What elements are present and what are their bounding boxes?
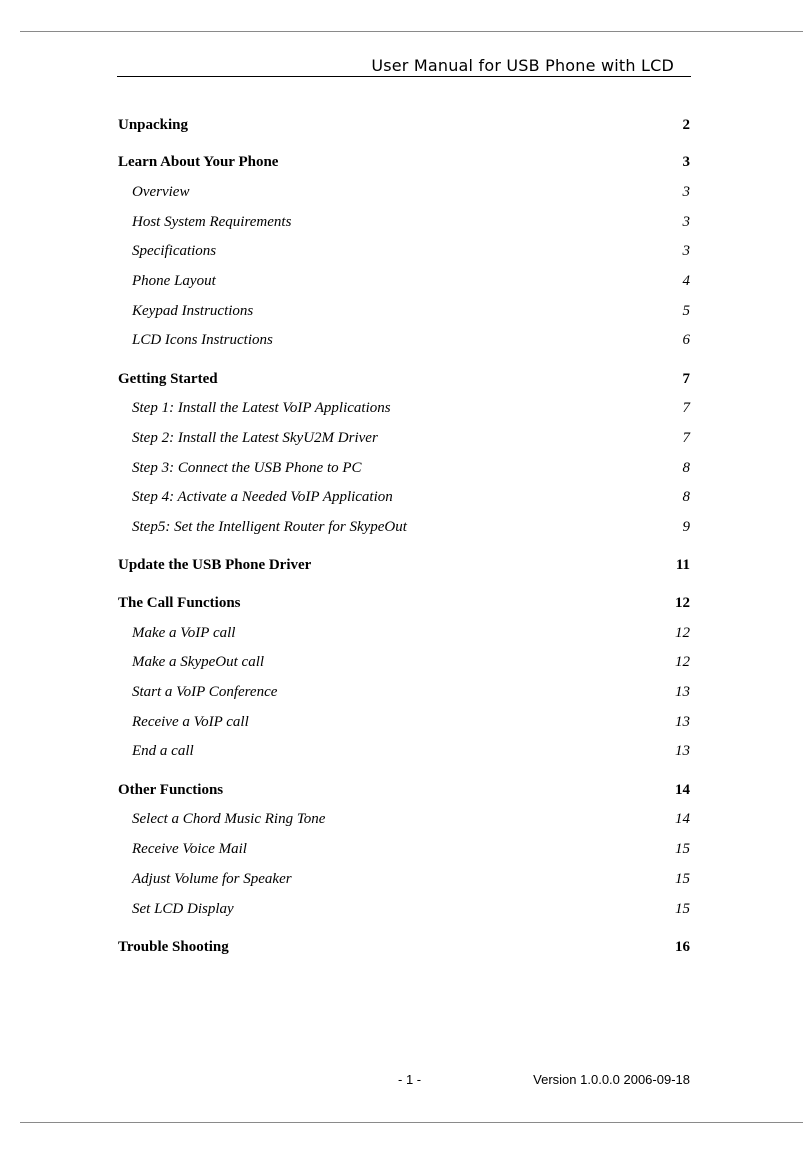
- toc-section-entry: [118, 368, 690, 390]
- toc-section-entry: [118, 936, 690, 958]
- toc-entry-title: Keypad Instructions: [132, 303, 254, 319]
- toc-entry-title: The Call Functions: [118, 595, 241, 611]
- footer-version: Version 1.0.0.0 2006-09-18: [533, 1072, 690, 1087]
- toc-entry-page-number: 7: [682, 371, 690, 387]
- footer-page-number: - 1 -: [398, 1072, 422, 1087]
- toc-subsection-entry: [118, 427, 690, 449]
- toc-subsection-entry: [118, 651, 690, 673]
- toc-subsection-entry: [118, 808, 690, 830]
- toc-entry-page-number: 7: [682, 400, 690, 416]
- toc-entry-title: Step 4: Activate a Needed VoIP Application: [132, 489, 393, 505]
- toc-subsection-entry: [118, 740, 690, 762]
- toc-entry-title: Make a VoIP call: [132, 625, 236, 641]
- toc-entry-page-number: 9: [682, 519, 690, 535]
- toc-entry-page-number: 3: [682, 154, 690, 170]
- toc-entry-page-number: 3: [682, 243, 690, 259]
- toc-subsection-entry: [118, 240, 690, 262]
- toc-entry-title: Receive Voice Mail: [132, 841, 247, 857]
- toc-section-entry: [118, 779, 690, 801]
- toc-entry-page-number: 12: [675, 654, 690, 670]
- toc-subsection-entry: [118, 838, 690, 860]
- table-of-contents: [118, 0, 690, 1156]
- toc-entry-title: Unpacking: [118, 117, 189, 133]
- toc-entry-title: Phone Layout: [132, 273, 216, 289]
- toc-subsection-entry: [118, 898, 690, 920]
- toc-entry-page-number: 15: [675, 841, 690, 857]
- toc-subsection-entry: [118, 211, 690, 233]
- toc-subsection-entry: [118, 397, 690, 419]
- toc-entry-page-number: 13: [675, 743, 690, 759]
- toc-entry-page-number: 3: [682, 214, 690, 230]
- toc-entry-title: Step5: Set the Intelligent Router for SkypeOut: [132, 519, 407, 535]
- toc-subsection-entry: [118, 457, 690, 479]
- toc-entry-title: LCD Icons Instructions: [132, 332, 273, 348]
- toc-entry-title: Specifications: [132, 243, 217, 259]
- toc-entry-title: Step 1: Install the Latest VoIP Applications: [132, 400, 391, 416]
- toc-entry-title: Start a VoIP Conference: [132, 684, 278, 700]
- toc-entry-title: Host System Requirements: [132, 214, 292, 230]
- toc-section-entry: [118, 592, 690, 614]
- toc-section-entry: [118, 554, 690, 576]
- toc-subsection-entry: [118, 486, 690, 508]
- toc-subsection-entry: [118, 270, 690, 292]
- document-header-title: User Manual for USB Phone with LCD: [371, 56, 674, 75]
- toc-section-entry: [118, 114, 690, 136]
- toc-entry-title: Trouble Shooting: [118, 939, 229, 955]
- toc-entry-title: Select a Chord Music Ring Tone: [132, 811, 326, 827]
- toc-entry-page-number: 2: [682, 117, 690, 133]
- toc-entry-title: Adjust Volume for Speaker: [132, 871, 292, 887]
- toc-entry-page-number: 11: [675, 557, 690, 573]
- toc-entry-page-number: 14: [675, 782, 690, 798]
- toc-entry-page-number: 3: [682, 184, 690, 200]
- toc-section-entry: [118, 151, 690, 173]
- toc-entry-title: Getting Started: [118, 371, 218, 387]
- toc-entry-page-number: 15: [675, 901, 690, 917]
- toc-entry-page-number: 12: [675, 595, 690, 611]
- toc-subsection-entry: [118, 181, 690, 203]
- toc-entry-title: Learn About Your Phone: [118, 154, 279, 170]
- toc-entry-page-number: 6: [682, 332, 690, 348]
- toc-subsection-entry: [118, 681, 690, 703]
- toc-entry-page-number: 13: [675, 714, 690, 730]
- bottom-border-line: [20, 1122, 803, 1123]
- toc-entry-title: Update the USB Phone Driver: [118, 557, 312, 573]
- toc-entry-page-number: 5: [682, 303, 690, 319]
- toc-entry-page-number: 7: [682, 430, 690, 446]
- toc-entry-title: Make a SkypeOut call: [132, 654, 265, 670]
- toc-subsection-entry: [118, 711, 690, 733]
- toc-subsection-entry: [118, 516, 690, 538]
- toc-subsection-entry: [118, 300, 690, 322]
- toc-subsection-entry: [118, 622, 690, 644]
- toc-entry-title: Step 2: Install the Latest SkyU2M Driver: [132, 430, 378, 446]
- toc-entry-title: Receive a VoIP call: [132, 714, 249, 730]
- toc-entry-title: Overview: [132, 184, 190, 200]
- toc-entry-page-number: 8: [682, 460, 690, 476]
- toc-entry-page-number: 8: [682, 489, 690, 505]
- toc-entry-title: Other Functions: [118, 782, 224, 798]
- toc-subsection-entry: [118, 329, 690, 351]
- toc-entry-page-number: 13: [675, 684, 690, 700]
- toc-entry-page-number: 14: [675, 811, 690, 827]
- toc-entry-page-number: 12: [675, 625, 690, 641]
- toc-entry-title: Step 3: Connect the USB Phone to PC: [132, 460, 362, 476]
- toc-entry-page-number: 15: [675, 871, 690, 887]
- toc-subsection-entry: [118, 868, 690, 890]
- toc-entry-title: End a call: [132, 743, 194, 759]
- toc-entry-page-number: 16: [675, 939, 690, 955]
- toc-entry-title: Set LCD Display: [132, 901, 234, 917]
- toc-entry-page-number: 4: [682, 273, 690, 289]
